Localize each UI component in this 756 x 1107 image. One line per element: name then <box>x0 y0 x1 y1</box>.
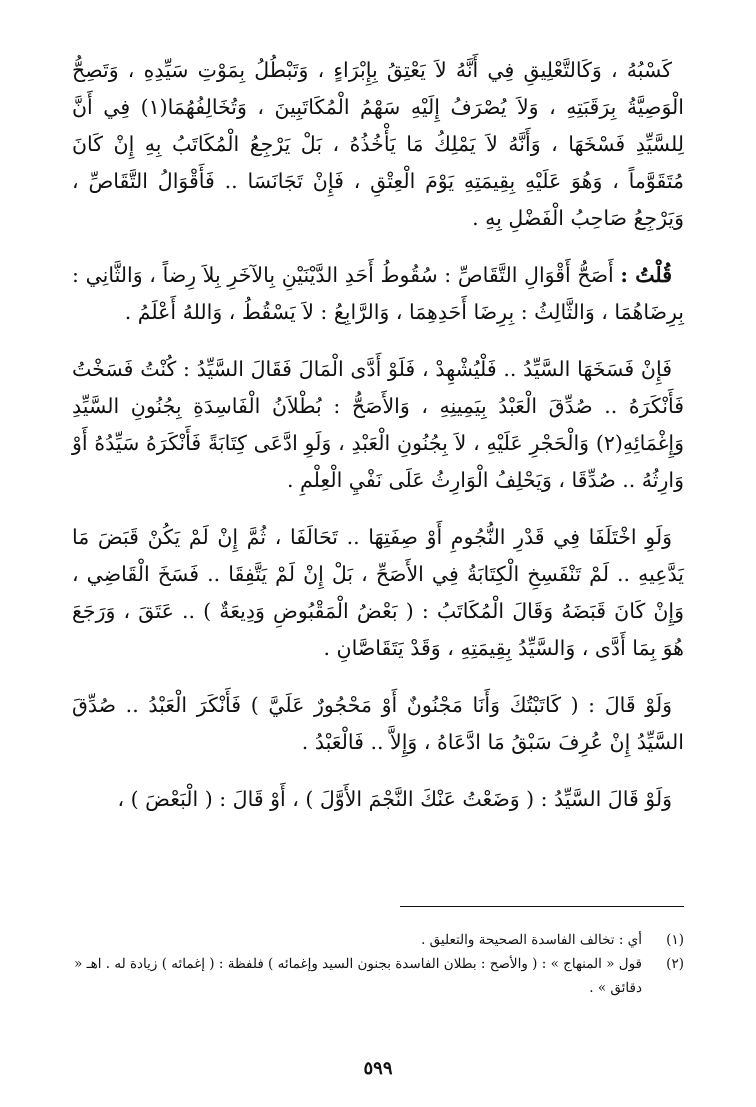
paragraph-6 <box>72 781 684 818</box>
paragraph-5-text: وَلَوْ قَالَ : ( كَاتَبْتُكَ وَأَنَا مَجْنُونٌ أَوْ مَحْجُورٌ عَلَيَّ ) فَأَنْكَرَ الْعَبْدُ .. صُدِّقَ السَّيِّدُ إِنْ عُرِفَ سَبْقُ مَا ادَّعَاهُ ، وَإِلاَّ .. فَالْعَبْدُ . <box>72 693 684 754</box>
footnote-2-text: قول « المنهاج » : ( والأصح : بطلان الفاسدة بجنون السيد وإغمائه ) فلفظة : ( إغمائه ) زيادة له . اهـ « دقائق » . <box>74 956 642 996</box>
footnote-1-number: (١) <box>666 932 684 948</box>
main-text <box>72 52 684 838</box>
paragraph-4-text: وَلَوِ اخْتَلَفَا فِي قَدْرِ النُّجُومِ أَوْ صِفَتِهَا .. تَحَالَفَا ، ثُمَّ إِنْ لَمْ يَكُنْ قَبَضَ مَا يَدَّعِيهِ .. لَمْ تَنْفَسِخِ الْكِتَابَةُ فِي الأَصَحِّ ، بَلْ إِنْ لَمْ يَتَّفِقَا .. فَسَخَ الْقَاضِي ، وَإِنْ كَانَ قَبَضَهُ وَقَالَ الْمُكَاتَبُ : ( بَعْضُ الْمَقْبُوضِ وَدِيعَةٌ ) .. عَتَقَ ، وَرَجَعَ هُوَ بِمَا أَدَّى ، وَالسَّيِّدُ بِقِيمَتِهِ ، وَقَدْ يَتَقَاصَّانِ . <box>72 525 684 660</box>
page-number: ٥٩٩ <box>363 1058 393 1079</box>
footnote-divider <box>400 906 684 907</box>
paragraph-1-text: كَسْبُهُ ، وَكَالتَّعْلِيقِ فِي أَنَّهُ لاَ يَعْتِقُ بِإِبْرَاءٍ ، وَتَبْطُلُ بِمَوْتِ سَيِّدِهِ ، وَتَصِحُّ الْوَصِيَّةُ بِرَقَبَتِهِ ، وَلاَ يُصْرَفُ إِلَيْهِ سَهْمُ الْمُكَاتَبِينَ ، وَتُخَالِفُهُمَا(١) فِي أَنَّ لِلسَّيِّدِ فَسْخَهَا ، وَأَنَّهُ لاَ يَمْلِكُ مَا يَأْخُذُهُ ، بَلْ يَرْجِعُ الْمُكَاتَبُ بِهِ إِنْ كَانَ مُتَقَوَّماً ، وَهُوَ عَلَيْهِ بِقِيمَتِهِ يَوْمَ الْعِتْقِ ، فَإِنْ تَجَانَسَا .. فَأَقْوَالُ التَّقَاصِّ ، وَيَرْجِعُ صَاحِبُ الْفَضْلِ بِهِ . <box>72 58 684 230</box>
paragraph-6-text: وَلَوْ قَالَ السَّيِّدُ : ( وَضَعْتُ عَنْكَ النَّجْمَ الأَوَّلَ ) ، أَوْ قَالَ : ( الْبَعْضَ ) ، <box>117 787 672 811</box>
paragraph-2-lead: قُلْتُ : <box>620 263 672 287</box>
footnote-2-number: (٢) <box>666 956 684 972</box>
footnote-1 <box>72 928 684 952</box>
paragraph-5 <box>72 687 684 761</box>
paragraph-4 <box>72 519 684 667</box>
footnote-2 <box>72 952 684 1000</box>
paragraph-2 <box>72 257 684 331</box>
footnotes <box>72 928 684 1000</box>
paragraph-3-text: فَإِنْ فَسَخَهَا السَّيِّدُ .. فَلْيُشْهِدْ ، فَلَوْ أَدَّى الْمَالَ فَقَالَ السَّيِّدُ : كُنْتُ فَسَخْتُ فَأَنْكَرَهُ .. صُدِّقَ الْعَبْدُ بِيَمِينِهِ ، وَالأَصَحُّ : بُطْلاَنُ الْفَاسِدَةِ بِجُنُونِ السَّيِّدِ وَإِغْمَائِهِ(٢) وَالْحَجْرِ عَلَيْهِ ، لاَ بِجُنُونِ الْعَبْدِ ، وَلَوِ ادَّعَى كِتَابَةً فَأَنْكَرَهُ سَيِّدُهُ أَوْ وَارِثُهُ .. صُدِّقَا ، وَيَحْلِفُ الْوَارِثُ عَلَى نَفْيِ الْعِلْمِ . <box>72 357 684 492</box>
paragraph-3 <box>72 351 684 499</box>
footnote-1-text: أي : تخالف الفاسدة الصحيحة والتعليق . <box>421 932 642 948</box>
paragraph-1 <box>72 52 684 237</box>
paragraph-2-text: أَصَحُّ أَقْوَالِ التَّقَاصِّ : سُقُوطُ أَحَدِ الدَّيْنَيْنِ بِالآخَرِ بِلاَ رِضاً ، وَالثَّانِي : بِرِضَاهُمَا ، وَالثَّالِثُ : بِرِضَا أَحَدِهِمَا ، وَالرَّابِعُ : لاَ يَسْقُطُ ، وَاللهُ أَعْلَمُ . <box>72 263 684 324</box>
